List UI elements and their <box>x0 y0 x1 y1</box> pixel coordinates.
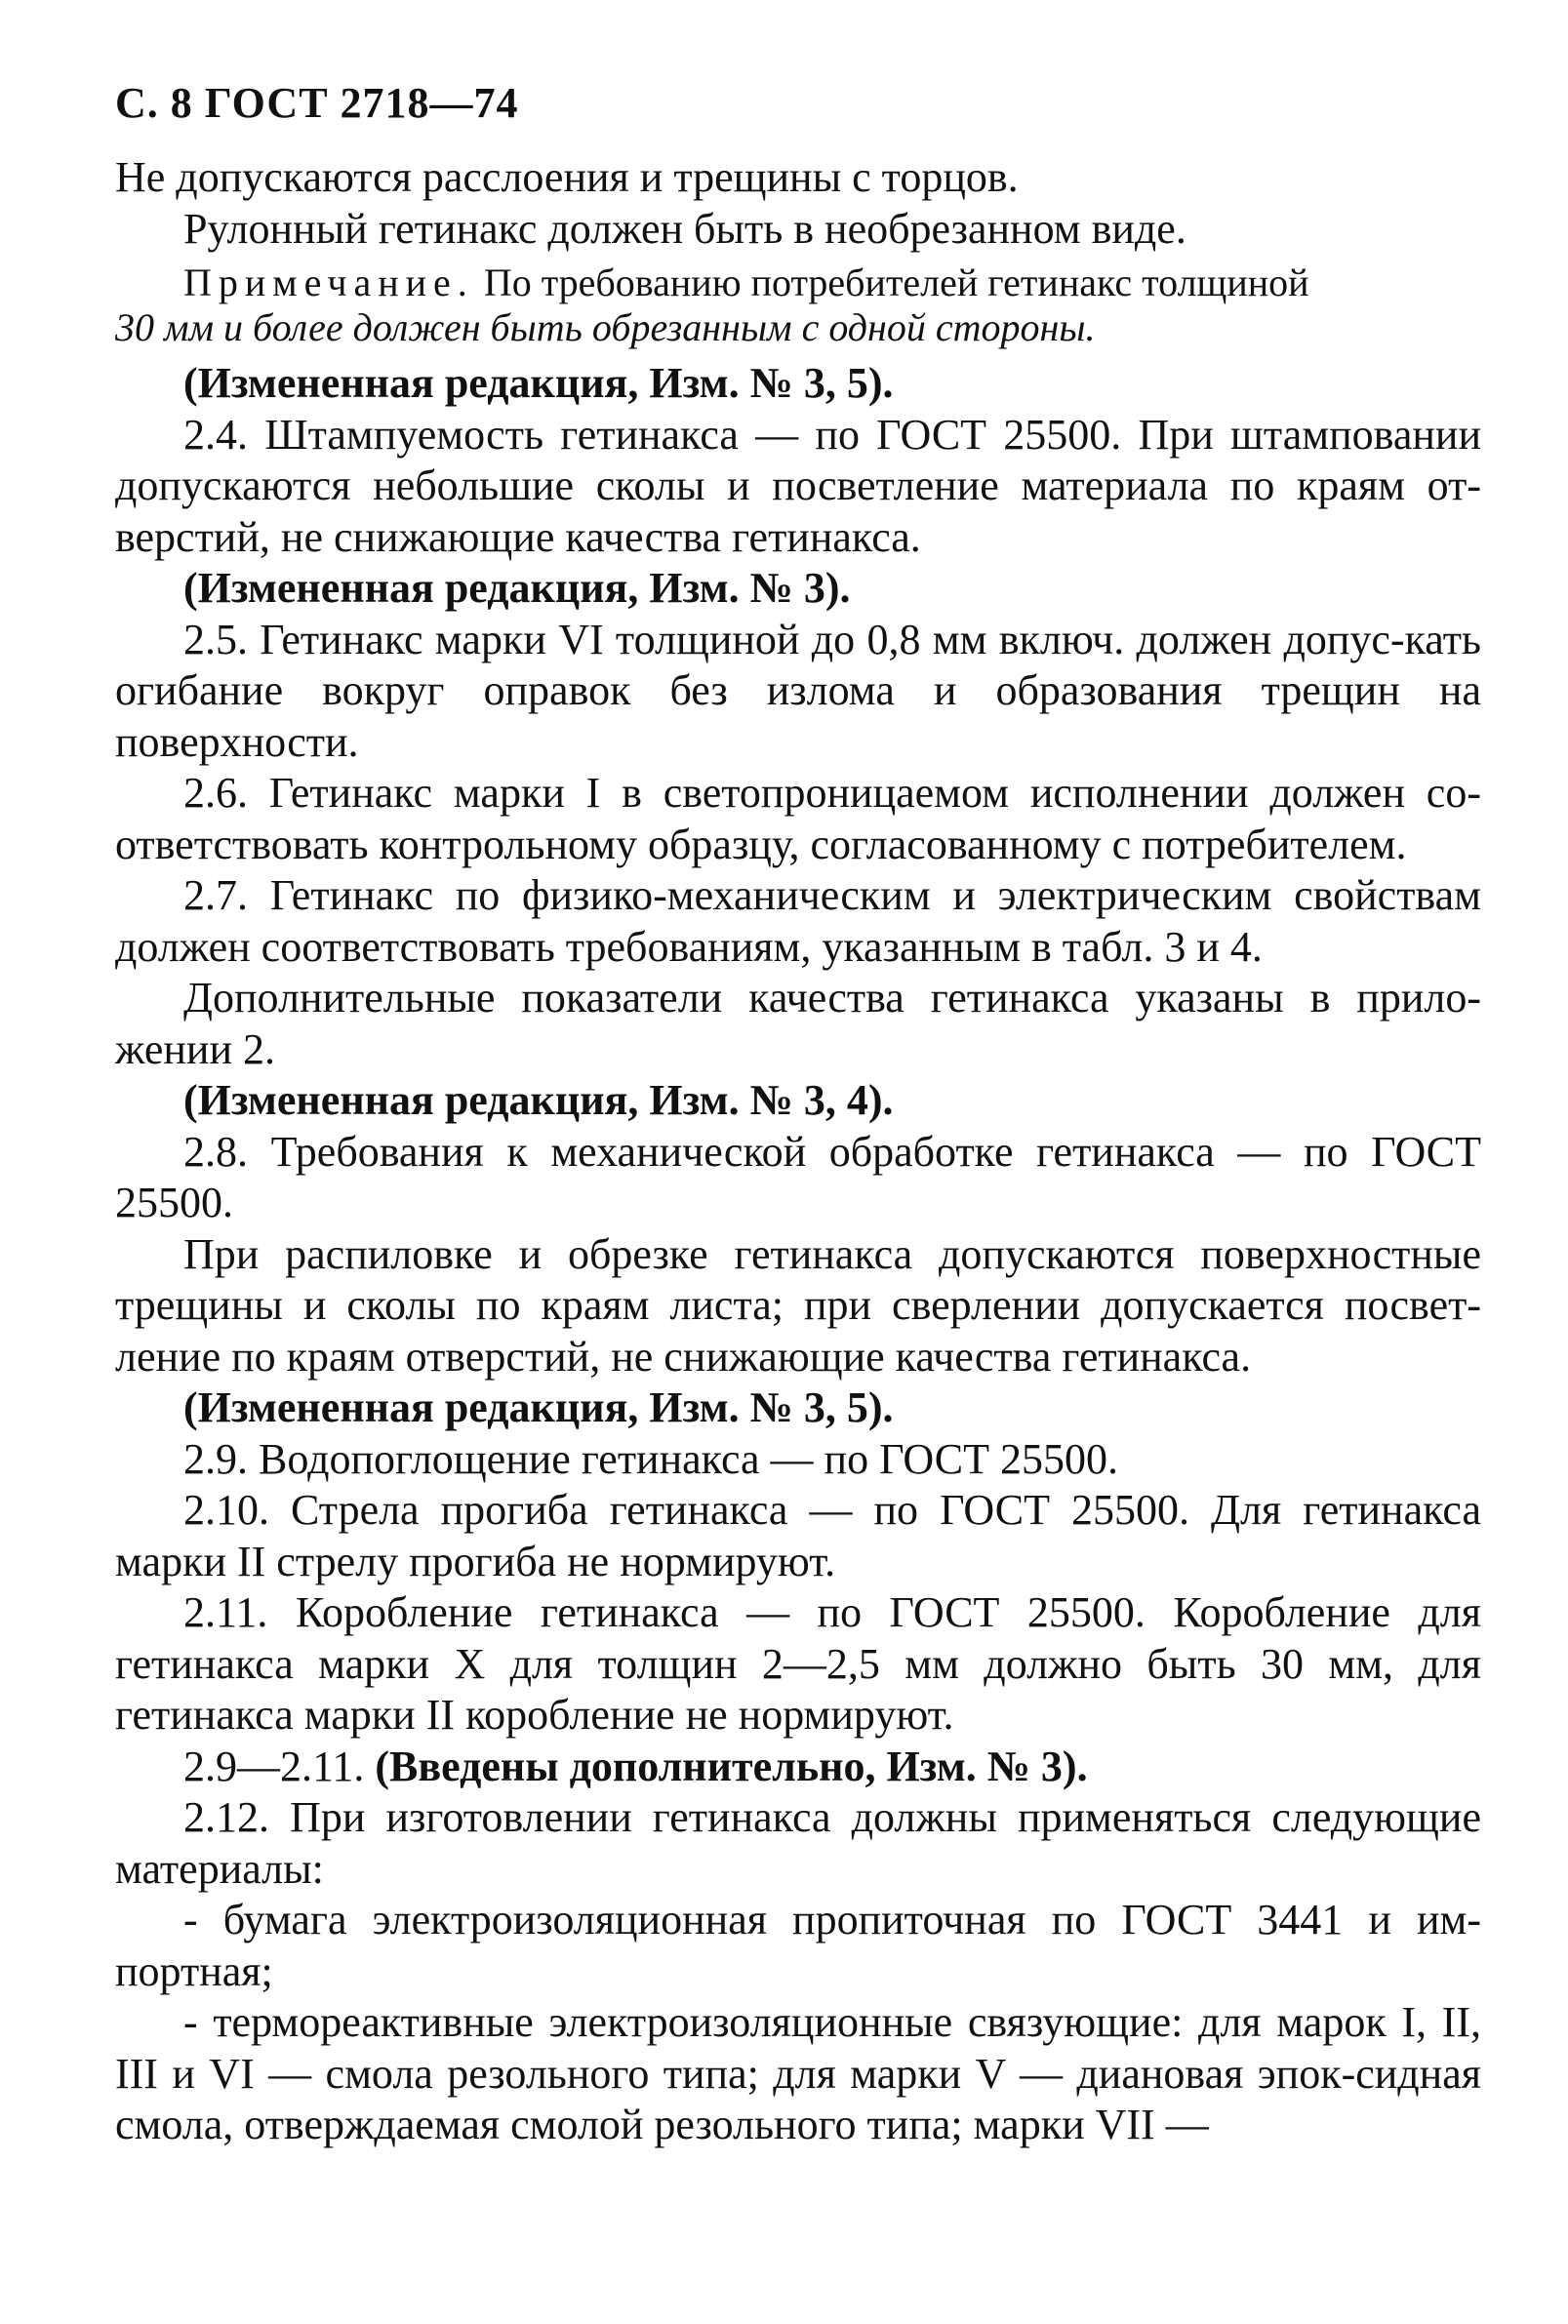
paragraph-roll: Рулонный гетинакс должен быть в необрезанном виде. <box>183 204 1186 253</box>
note-text-line1: По требованию потребителей гетинакс толщиной <box>473 260 1309 304</box>
paragraph-2-12: 2.12. При изготовлении гетинакса должны применяться следующие материалы: <box>115 1793 1481 1893</box>
paragraph-2-9-2-11-number: 2.9—2.11. <box>183 1742 376 1790</box>
paragraph-2-9-2-11 <box>115 1742 1481 1793</box>
amendment-note-4: (Измененная редакция, Изм. № 3, 5). <box>183 1383 894 1431</box>
paragraph-2-11: 2.11. Коробление гетинакса — по ГОСТ 25500. Коробление для гетинакса марки Х для толщин 2—2,5 мм должно быть 30 мм, для гетинакса марки II коробление не нормируют. <box>115 1588 1481 1739</box>
paragraph-2-7: 2.7. Гетинакс по физико-механическим и электрическим свойствам должен соответствовать требованиям, указанным в табл. 3 и 4. <box>115 871 1481 971</box>
amendment-note-1: (Измененная редакция, Изм. № 3, 5). <box>183 359 894 407</box>
amendment-note-3: (Измененная редакция, Изм. № 3, 4). <box>183 1076 894 1124</box>
paragraph-2-9: 2.9. Водопоглощение гетинакса — по ГОСТ 25500. <box>183 1434 1118 1483</box>
paragraph-edges: Не допускаются расслоения и трещины с торцов. <box>115 153 1019 201</box>
note-paragraph <box>115 260 1481 350</box>
paragraph-2-8-cutting: При распиловке и обрезке гетинакса допускаются поверхностные трещины и сколы по краям листа; при сверлении допускается посвет-ление по краям отверстий, не снижающие качества гетинакса. <box>115 1229 1481 1381</box>
amendment-note-2: (Измененная редакция, Изм. № 3). <box>183 564 851 612</box>
paragraph-2-8: 2.8. Требования к механической обработке гетинакса — по ГОСТ 25500. <box>115 1127 1481 1226</box>
note-label: Примечание. <box>183 260 474 304</box>
page-header: С. 8 ГОСТ 2718—74 <box>115 79 519 127</box>
list-item-paper: - бумага электроизоляционная пропиточная по ГОСТ 3441 и им-портная; <box>115 1896 1481 1995</box>
paragraph-2-10: 2.10. Стрела прогиба гетинакса — по ГОСТ 25500. Для гетинакса марки II стрелу прогиба не нормируют. <box>115 1486 1481 1585</box>
paragraph-2-6: 2.6. Гетинакс марки I в светопроницаемом исполнении должен со-ответствовать контрольному образцу, согласованному с потребителем. <box>115 769 1481 868</box>
note-text-line2: 30 мм и более должен быть обрезанным с одной стороны. <box>115 305 1096 349</box>
paragraph-2-4: 2.4. Штампуемость гетинакса — по ГОСТ 25500. При штамповании допускаются небольшие сколы и посветление материала по краям от-верстий, не снижающие качества гетинакса. <box>115 410 1481 561</box>
list-item-binders: - термореактивные электроизоляционные связующие: для марок I, II, III и VI — смола резольного типа; для марки V — диановая эпок-сидная смола, отверждаемая смолой резольного типа; марки VII — <box>115 1998 1481 2148</box>
document-page <box>115 76 1481 2151</box>
paragraph-2-7-additional: Дополнительные показатели качества гетинакса указаны в прило-жении 2. <box>115 974 1481 1073</box>
paragraph-2-9-2-11-note: (Введены дополнительно, Изм. № 3). <box>375 1742 1088 1790</box>
paragraph-2-5: 2.5. Гетинакс марки VI толщиной до 0,8 мм включ. должен допус-кать огибание вокруг оправок без излома и образования трещин на поверхности. <box>115 615 1481 766</box>
